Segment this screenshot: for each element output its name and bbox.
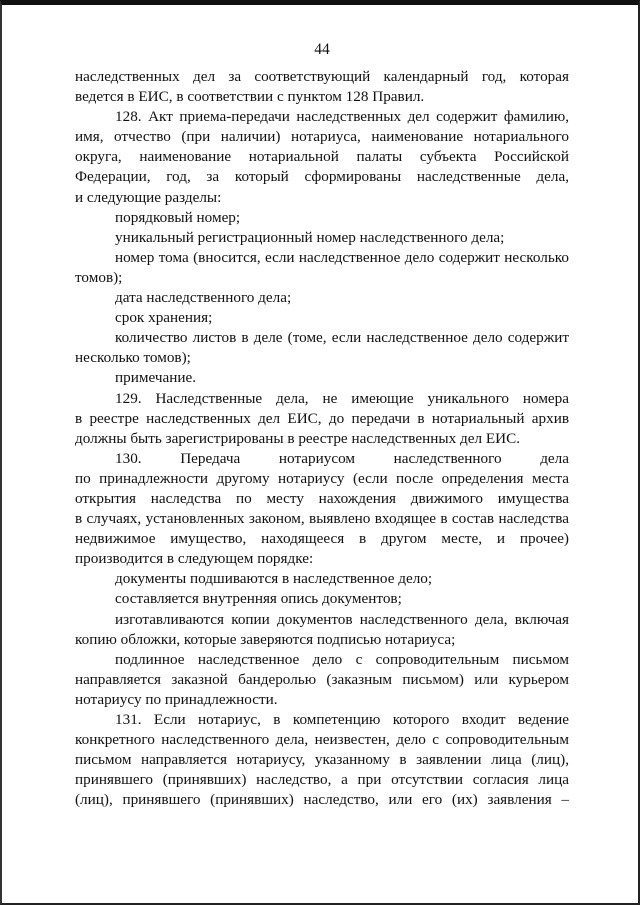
list-item (75, 328, 569, 368)
list-item (75, 368, 569, 388)
list-128 (75, 208, 569, 389)
text-line: открытия наследства по месту нахождения движимого имущества (75, 489, 569, 507)
list-item (75, 650, 569, 710)
text-line: копию обложки, которые заверяются подписью нотариуса; (75, 630, 456, 648)
list-item (75, 308, 569, 328)
paragraph-131 (75, 710, 569, 810)
list-130 (75, 569, 569, 710)
text-line: уникальный регистрационный номер наследственного дела; (115, 228, 505, 246)
text-line: дата наследственного дела; (115, 289, 292, 307)
page-number: 44 (314, 41, 330, 58)
document-page (75, 40, 569, 810)
list-item (75, 589, 569, 609)
text-line: срок хранения; (115, 309, 213, 327)
text-line: наследственных дел за соответствующий календарный год, которая (75, 68, 569, 85)
text-line: в случаях, установленных законом, выявлено входящее в состав наследства (75, 510, 569, 528)
paragraph-128 (75, 107, 569, 207)
text-line: письмом направляется нотариусу, указанному в заявлении лица (лиц), (75, 751, 569, 769)
text-line: порядковый номер; (115, 208, 241, 226)
text-line: 130. Передача нотариусом наследственного дела (115, 449, 569, 467)
list-item (75, 288, 569, 308)
text-line: томов); (75, 268, 123, 286)
text-line: подлинное наследственное дело с сопроводительным письмом (115, 650, 569, 668)
text-line: 131. Если нотариус, в компетенцию которого входит ведение (115, 711, 569, 728)
text-line: ведется в ЕИС, в соответствии с пунктом 128 Правил. (75, 88, 425, 106)
text-line: Федерации, год, за который сформированы наследственные дела, (75, 168, 569, 186)
list-item (75, 228, 569, 248)
text-line: номер тома (вносится, если наследственное дело содержит несколько (115, 248, 569, 266)
text-line: производится в следующем порядке: (75, 550, 314, 568)
text-line: по принадлежности другому нотариусу (если после определения места (75, 469, 569, 487)
text-line: округа, наименование нотариальной палаты субъекта Российской (75, 148, 569, 166)
text-line: 128. Акт приема-передачи наследственных дел содержит фамилию, (115, 108, 569, 126)
text-line: конкретного наследственного дела, неизвестен, дело с сопроводительным (75, 731, 569, 749)
paragraph-continuation (75, 67, 569, 107)
text-line: направляется заказной бандеролью (заказным письмом) или курьером (75, 670, 569, 688)
text-line: принявшего (принявших) наследство, а при отсутствии согласия лица (75, 771, 569, 789)
text-line: недвижимое имущество, находящееся в другом месте, и прочее) (75, 530, 569, 548)
paragraph-130 (75, 449, 569, 570)
text-line: в реестре наследственных дел ЕИС, до передачи в нотариальный архив (75, 409, 569, 427)
text-line: составляется внутренняя опись документов; (115, 590, 402, 608)
text-line: нотариусу по принадлежности. (75, 690, 278, 708)
list-item (75, 610, 569, 650)
text-line: должны быть зарегистрированы в реестре наследственных дел ЕИС. (75, 429, 520, 447)
paragraph-129 (75, 389, 569, 449)
text-line: 129. Наследственные дела, не имеющие уникального номера (115, 389, 569, 407)
text-line: документы подшиваются в наследственное дело; (115, 570, 433, 588)
text-line: примечание. (115, 369, 196, 387)
text-line: количество листов в деле (томе, если наследственное дело содержит (115, 329, 569, 347)
list-item (75, 569, 569, 589)
text-line: имя, отчество (при наличии) нотариуса, наименование нотариального (75, 128, 569, 146)
text-line: изготавливаются копии документов наследственного дела, включая (115, 610, 569, 628)
text-line: несколько томов); (75, 349, 191, 367)
text-line: (лиц), принявшего (принявших) наследство, или его (их) заявления – (75, 791, 569, 809)
text-line: и следующие разделы: (75, 188, 222, 206)
list-item (75, 248, 569, 288)
list-item (75, 208, 569, 228)
